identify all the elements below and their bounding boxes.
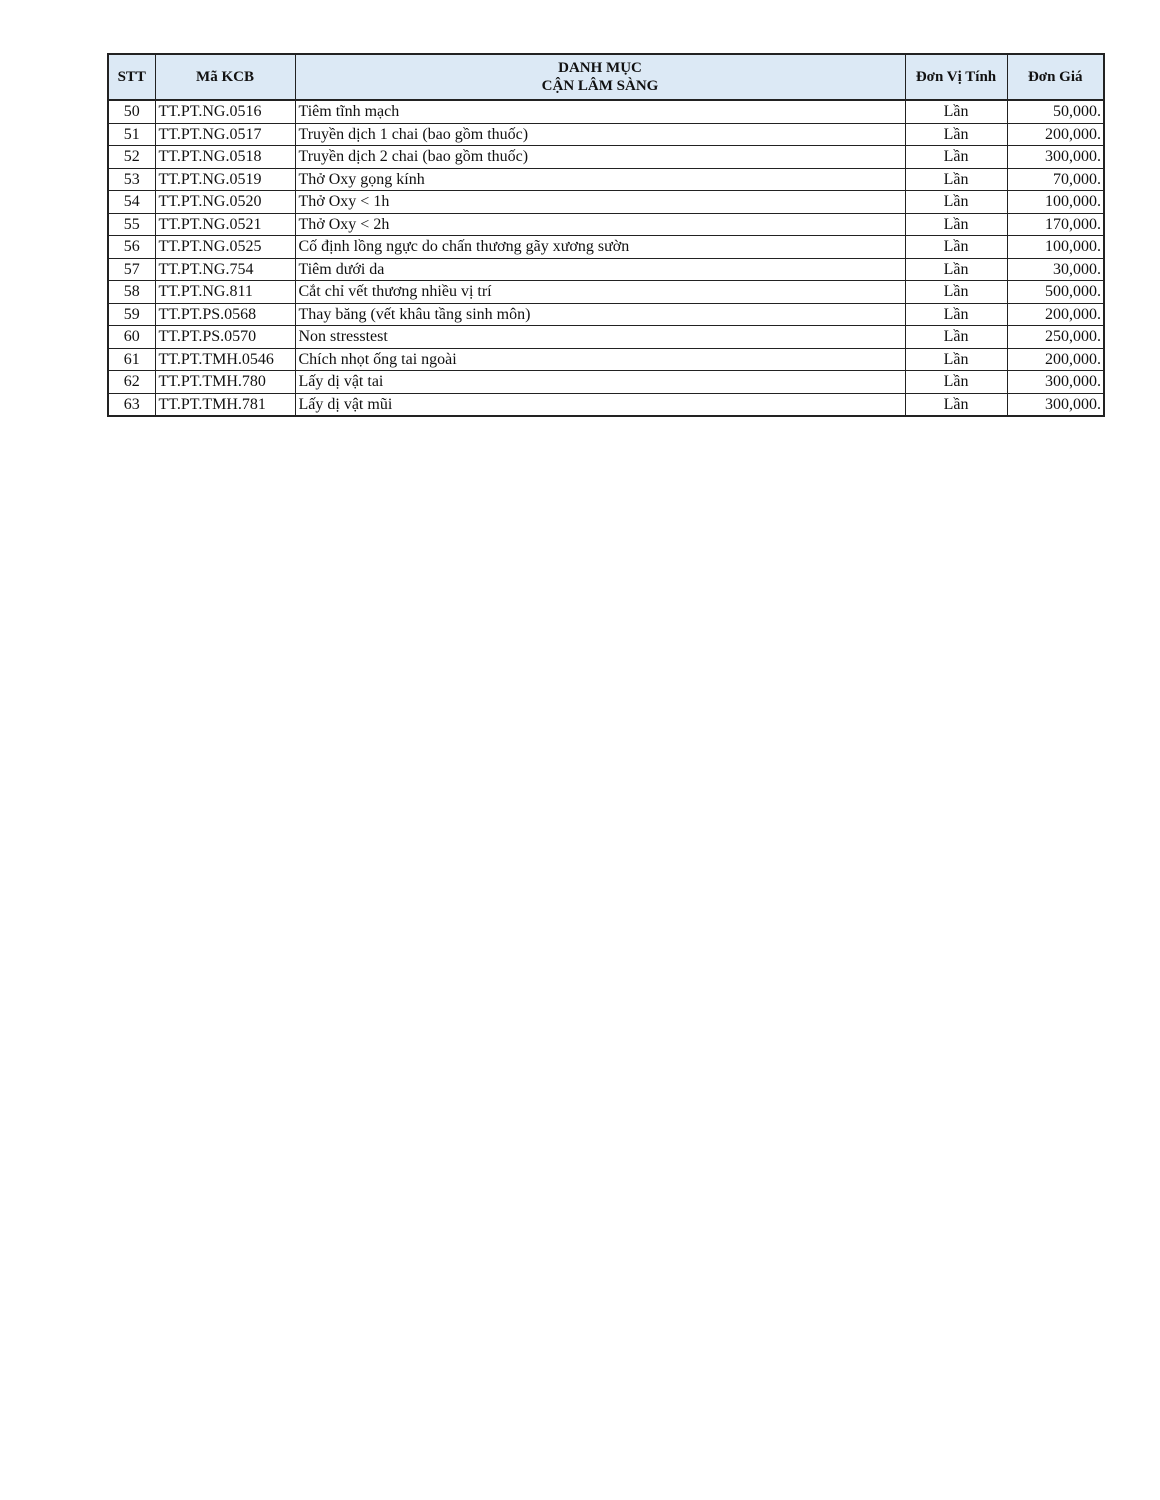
cell-name: Chích nhọt ống tai ngoài (295, 348, 905, 371)
cell-unit: Lần (905, 303, 1007, 326)
cell-stt: 57 (108, 258, 155, 281)
cell-code: TT.PT.NG.754 (155, 258, 295, 281)
cell-unit: Lần (905, 393, 1007, 416)
cell-name: Thở Oxy < 1h (295, 191, 905, 214)
table-row (108, 213, 1104, 236)
cell-code: TT.PT.NG.0525 (155, 236, 295, 259)
cell-stt: 52 (108, 146, 155, 169)
cell-name: Thở Oxy gọng kính (295, 168, 905, 191)
cell-stt: 63 (108, 393, 155, 416)
cell-price: 300,000. (1007, 393, 1104, 416)
cell-price: 250,000. (1007, 326, 1104, 349)
cell-stt: 59 (108, 303, 155, 326)
cell-price: 170,000. (1007, 213, 1104, 236)
cell-unit: Lần (905, 168, 1007, 191)
table-row (108, 146, 1104, 169)
cell-stt: 62 (108, 371, 155, 394)
table-header (108, 54, 1104, 100)
cell-unit: Lần (905, 146, 1007, 169)
cell-price: 300,000. (1007, 146, 1104, 169)
cell-unit: Lần (905, 213, 1007, 236)
cell-code: TT.PT.TMH.780 (155, 371, 295, 394)
table-row (108, 168, 1104, 191)
cell-name: Truyền dịch 1 chai (bao gồm thuốc) (295, 123, 905, 146)
cell-unit: Lần (905, 236, 1007, 259)
cell-price: 200,000. (1007, 123, 1104, 146)
cell-stt: 53 (108, 168, 155, 191)
cell-price: 200,000. (1007, 303, 1104, 326)
cell-price: 500,000. (1007, 281, 1104, 304)
header-unit: Đơn Vị Tính (905, 54, 1007, 100)
cell-code: TT.PT.PS.0568 (155, 303, 295, 326)
header-code: Mã KCB (155, 54, 295, 100)
cell-name: Cắt chỉ vết thương nhiều vị trí (295, 281, 905, 304)
cell-unit: Lần (905, 123, 1007, 146)
price-table (107, 53, 1105, 417)
cell-code: TT.PT.NG.811 (155, 281, 295, 304)
table-row (108, 191, 1104, 214)
cell-name: Truyền dịch 2 chai (bao gồm thuốc) (295, 146, 905, 169)
cell-stt: 56 (108, 236, 155, 259)
cell-stt: 50 (108, 100, 155, 123)
cell-name: Thay băng (vết khâu tầng sinh môn) (295, 303, 905, 326)
header-price: Đơn Giá (1007, 54, 1104, 100)
price-list-sheet (107, 53, 1103, 417)
cell-price: 200,000. (1007, 348, 1104, 371)
table-row (108, 348, 1104, 371)
cell-price: 100,000. (1007, 191, 1104, 214)
cell-name: Tiêm dưới da (295, 258, 905, 281)
cell-code: TT.PT.NG.0520 (155, 191, 295, 214)
cell-name: Thở Oxy < 2h (295, 213, 905, 236)
header-category (295, 54, 905, 100)
table-row (108, 326, 1104, 349)
cell-unit: Lần (905, 258, 1007, 281)
cell-name: Lấy dị vật tai (295, 371, 905, 394)
cell-price: 70,000. (1007, 168, 1104, 191)
cell-stt: 55 (108, 213, 155, 236)
cell-stt: 60 (108, 326, 155, 349)
cell-code: TT.PT.TMH.0546 (155, 348, 295, 371)
cell-price: 30,000. (1007, 258, 1104, 281)
cell-name: Tiêm tĩnh mạch (295, 100, 905, 123)
table-body (108, 100, 1104, 416)
header-category-line1: DANH MỤC (558, 60, 642, 76)
table-row (108, 281, 1104, 304)
table-row (108, 258, 1104, 281)
cell-unit: Lần (905, 348, 1007, 371)
cell-stt: 58 (108, 281, 155, 304)
cell-price: 100,000. (1007, 236, 1104, 259)
cell-code: TT.PT.NG.0521 (155, 213, 295, 236)
cell-code: TT.PT.NG.0517 (155, 123, 295, 146)
header-category-line2: CẬN LÂM SÀNG (541, 78, 659, 94)
cell-name: Cố định lồng ngực do chấn thương gãy xương sườn (295, 236, 905, 259)
cell-unit: Lần (905, 326, 1007, 349)
cell-unit: Lần (905, 371, 1007, 394)
cell-name: Non stresstest (295, 326, 905, 349)
cell-price: 300,000. (1007, 371, 1104, 394)
cell-code: TT.PT.NG.0518 (155, 146, 295, 169)
cell-unit: Lần (905, 281, 1007, 304)
cell-code: TT.PT.PS.0570 (155, 326, 295, 349)
cell-code: TT.PT.TMH.781 (155, 393, 295, 416)
cell-stt: 51 (108, 123, 155, 146)
cell-unit: Lần (905, 191, 1007, 214)
header-stt: STT (108, 54, 155, 100)
cell-stt: 61 (108, 348, 155, 371)
table-row (108, 123, 1104, 146)
cell-price: 50,000. (1007, 100, 1104, 123)
cell-code: TT.PT.NG.0519 (155, 168, 295, 191)
table-row (108, 393, 1104, 416)
cell-unit: Lần (905, 100, 1007, 123)
table-row (108, 303, 1104, 326)
cell-stt: 54 (108, 191, 155, 214)
cell-name: Lấy dị vật mũi (295, 393, 905, 416)
table-row (108, 371, 1104, 394)
table-row (108, 100, 1104, 123)
table-row (108, 236, 1104, 259)
cell-code: TT.PT.NG.0516 (155, 100, 295, 123)
